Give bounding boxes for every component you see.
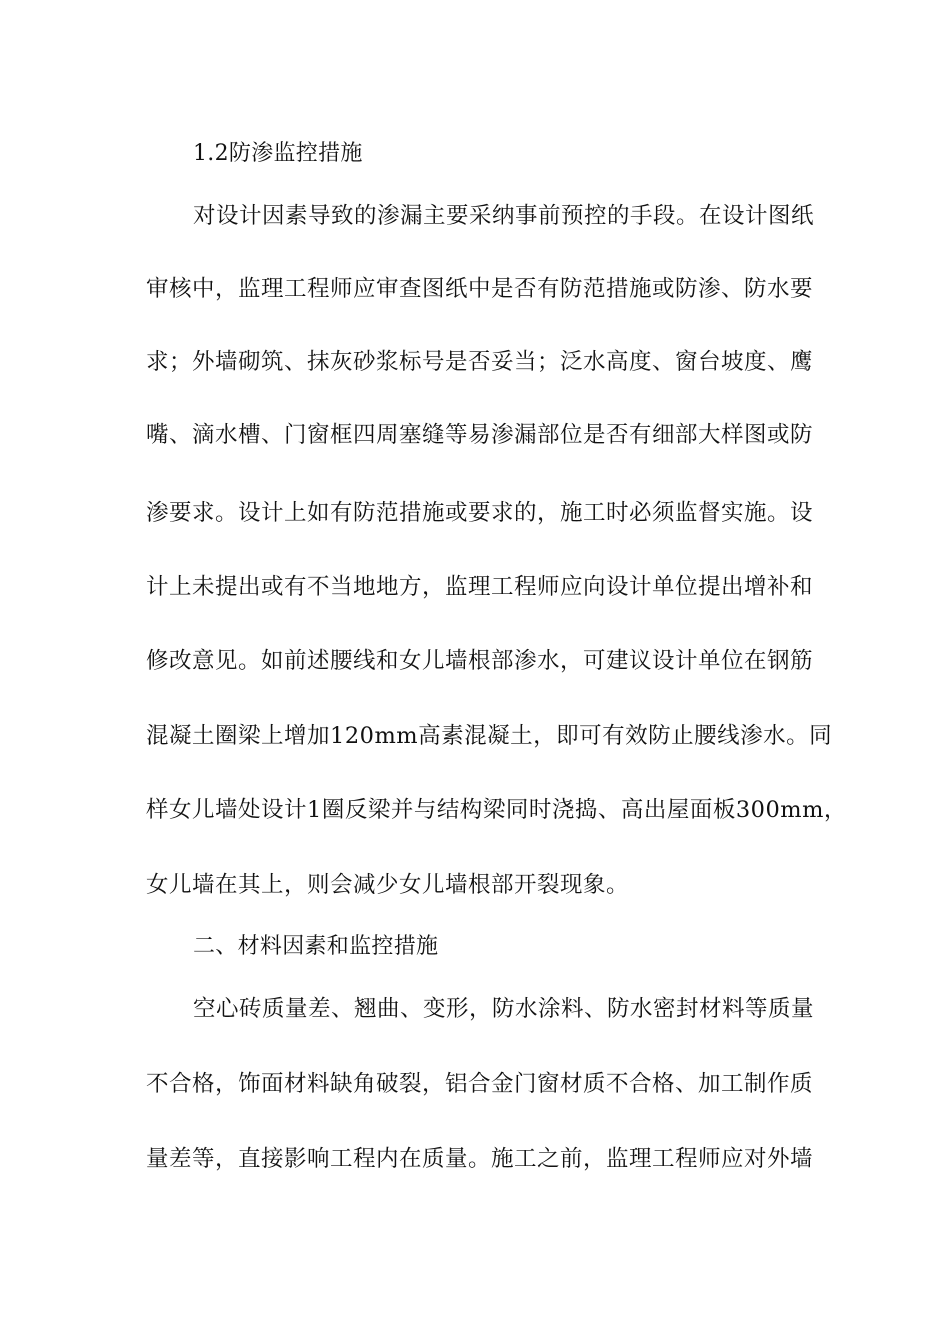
paragraph-line: 量差等，直接影响工程内在质量。施工之前，监理工程师应对外墙: [146, 1146, 814, 1172]
paragraph-line: 不合格，饰面材料缺角破裂，铝合金门窗材质不合格、加工制作质: [146, 1071, 814, 1097]
section-heading: 1.2防渗监控措施: [193, 141, 363, 166]
paragraph-line: 女儿墙在其上，则会减少女儿墙根部开裂现象。: [146, 872, 630, 898]
paragraph-line: 审核中，监理工程师应审查图纸中是否有防范措施或防渗、防水要: [146, 276, 814, 302]
paragraph-line: 对设计因素导致的渗漏主要采纳事前预控的手段。在设计图纸: [193, 203, 815, 229]
paragraph-line: 求；外墙砌筑、抹灰砂浆标号是否妥当；泛水高度、窗台坡度、鹰: [146, 349, 814, 375]
paragraph-line: 混凝土圈梁上增加120mm高素混凝土，即可有效防止腰线渗水。同: [146, 723, 833, 749]
paragraph-line: 嘴、滴水槽、门窗框四周塞缝等易渗漏部位是否有细部大样图或防: [146, 422, 814, 448]
paragraph-line: 渗要求。设计上如有防范措施或要求的，施工时必须监督实施。设: [146, 500, 814, 526]
paragraph-line: 计上未提出或有不当地地方，监理工程师应向设计单位提出增补和: [146, 574, 814, 600]
paragraph-line: 空心砖质量差、翘曲、变形，防水涂料、防水密封材料等质量: [193, 996, 815, 1022]
paragraph-line: 样女儿墙处设计1圈反梁并与结构梁同时浇捣、高出屋面板300mm，: [146, 797, 847, 823]
section-heading-2: 二、材料因素和监控措施: [193, 934, 439, 959]
paragraph-line: 修改意见。如前述腰线和女儿墙根部渗水，可建议设计单位在钢筋: [146, 648, 814, 674]
